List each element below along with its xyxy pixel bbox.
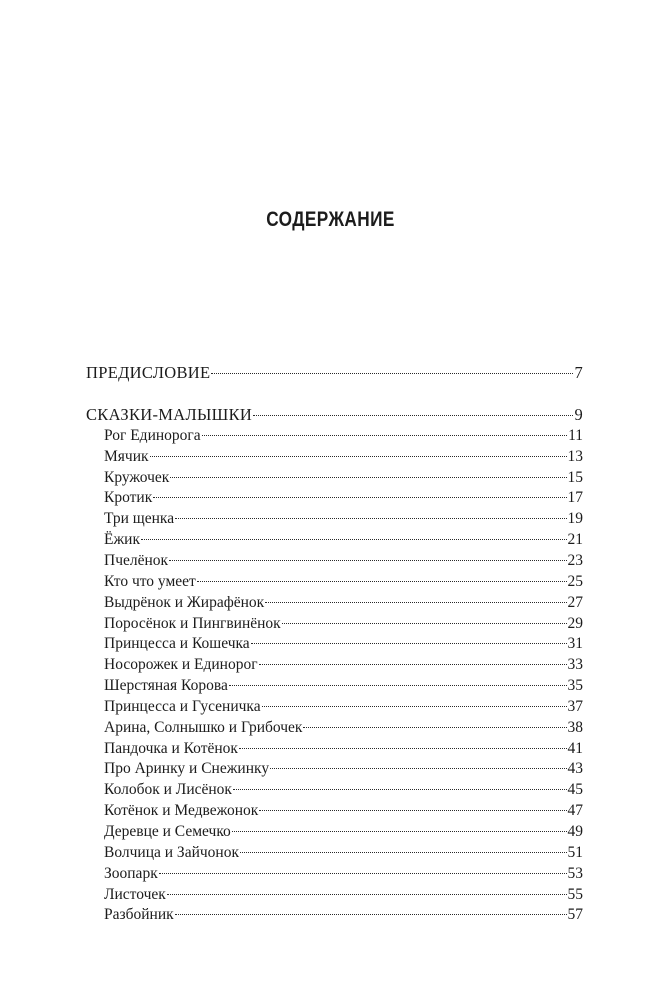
- toc-entry-label: Носорожек и Единорог: [104, 656, 258, 674]
- toc-page-number: 7: [574, 363, 583, 382]
- toc-entry[interactable]: [104, 654, 583, 676]
- dot-leader: [303, 726, 566, 728]
- toc-section-heading[interactable]: [86, 362, 583, 384]
- toc-entry[interactable]: [104, 613, 583, 635]
- dot-leader: [229, 684, 567, 686]
- toc-entry[interactable]: [104, 592, 583, 614]
- toc-entry-label: Пандочка и Котёнок: [104, 739, 238, 757]
- toc-entry-label: Разбойник: [104, 906, 174, 924]
- toc-entry-label: СКАЗКИ-МАЛЫШКИ: [86, 405, 253, 424]
- toc-entry-label: ПРЕДИСЛОВИЕ: [86, 363, 211, 382]
- toc-entry-label: Арина, Солнышко и Грибочек: [104, 718, 303, 736]
- dot-leader: [153, 496, 566, 498]
- toc-page-number: 9: [574, 405, 583, 424]
- toc-entry[interactable]: [104, 904, 583, 926]
- toc-page-number: 41: [567, 739, 583, 757]
- toc-entry-label: Рог Единорога: [104, 426, 201, 444]
- toc-page-number: 15: [567, 468, 583, 486]
- toc-entry-label: Котёнок и Медвежонок: [104, 802, 259, 820]
- toc-entry[interactable]: [104, 571, 583, 593]
- dot-leader: [197, 580, 567, 582]
- toc-entry-label: Принцесса и Гусеничка: [104, 697, 261, 715]
- dot-leader: [239, 747, 567, 749]
- toc-page-number: 47: [567, 802, 583, 820]
- toc-section-heading[interactable]: [86, 404, 583, 426]
- toc-entry[interactable]: [104, 675, 583, 697]
- toc-entry[interactable]: [104, 884, 583, 906]
- toc-page-number: 11: [568, 426, 583, 444]
- toc-page-number: 45: [567, 781, 583, 799]
- toc-entry-label: Зоопарк: [104, 864, 158, 882]
- toc-page-number: 49: [567, 823, 583, 840]
- toc-page-number: 17: [567, 489, 583, 507]
- toc-entry[interactable]: [104, 821, 583, 843]
- toc-entry[interactable]: [104, 800, 583, 822]
- toc-entry-label: Шерстяная Корова: [104, 677, 228, 695]
- toc-page-number: 55: [567, 885, 583, 903]
- toc-page-number: 29: [567, 614, 583, 632]
- toc-entry-label: Ёжик: [104, 531, 141, 549]
- dot-leader: [211, 372, 573, 374]
- toc-entry-label: Три щенка: [104, 510, 175, 528]
- dot-leader: [265, 601, 566, 603]
- toc-entry-label: Принцесса и Кошечка: [104, 635, 250, 653]
- toc-entry[interactable]: [104, 529, 583, 551]
- toc-page-number: 33: [567, 656, 583, 674]
- dot-leader: [175, 517, 566, 519]
- toc-entry[interactable]: [104, 842, 583, 864]
- toc-entry-label: Мячик: [104, 447, 149, 465]
- toc-page-number: 23: [567, 551, 583, 569]
- toc-entry-label: Деревце и Семечко: [104, 823, 231, 840]
- dot-leader: [167, 893, 567, 895]
- toc-entry[interactable]: [104, 779, 583, 801]
- toc-entry-label: Кто что умеет: [104, 572, 196, 590]
- dot-leader: [233, 788, 567, 790]
- dot-leader: [170, 476, 566, 478]
- toc-entry[interactable]: [104, 550, 583, 572]
- dot-leader: [232, 830, 567, 832]
- toc-entry-label: Кротик: [104, 489, 153, 507]
- toc-page-number: 43: [567, 760, 583, 778]
- dot-leader: [262, 705, 567, 707]
- dot-leader: [282, 622, 567, 624]
- toc-page-number: 51: [567, 843, 583, 861]
- toc-entry[interactable]: [104, 467, 583, 489]
- toc-entry-label: Волчица и Зайчонок: [104, 843, 239, 861]
- toc-entry-label: Листочек: [104, 885, 166, 903]
- dot-leader: [141, 538, 566, 540]
- toc-entry[interactable]: [104, 717, 583, 739]
- toc-entry[interactable]: [104, 758, 583, 780]
- toc-entry[interactable]: [104, 863, 583, 885]
- toc-page-number: 38: [567, 718, 583, 736]
- toc-entry[interactable]: [104, 425, 583, 447]
- dot-leader: [202, 434, 567, 436]
- dot-leader: [240, 851, 567, 853]
- toc-entry[interactable]: [104, 487, 583, 509]
- toc-entry-label: Колобок и Лисёнок: [104, 781, 232, 799]
- toc-entry-label: Выдрёнок и Жирафёнок: [104, 593, 265, 611]
- toc-page-number: 31: [567, 635, 583, 653]
- dot-leader: [259, 809, 566, 811]
- toc-entry-label: Пчелёнок: [104, 551, 169, 569]
- toc-page-number: 53: [567, 864, 583, 882]
- toc-entry-label: Про Аринку и Снежинку: [104, 760, 270, 778]
- toc-page-number: 35: [567, 677, 583, 695]
- toc-page-number: 27: [567, 593, 583, 611]
- toc-entry-label: Кружочек: [104, 468, 170, 486]
- toc-entry[interactable]: [104, 446, 583, 468]
- toc-entry[interactable]: [104, 696, 583, 718]
- dot-leader: [159, 872, 567, 874]
- toc-page-number: 19: [567, 510, 583, 528]
- toc-page-number: 25: [567, 572, 583, 590]
- toc-page-number: 57: [567, 906, 583, 924]
- toc-entry[interactable]: [104, 738, 583, 760]
- dot-leader: [253, 414, 573, 416]
- page-title: СОДЕРЖАНИЕ: [266, 208, 395, 231]
- toc-page-number: 21: [567, 531, 583, 549]
- dot-leader: [270, 767, 566, 769]
- toc-page-number: 13: [567, 447, 583, 465]
- dot-leader: [251, 642, 567, 644]
- dot-leader: [169, 559, 566, 561]
- toc-page-number: 37: [567, 697, 583, 715]
- dot-leader: [259, 663, 567, 665]
- toc-entry[interactable]: [104, 633, 583, 655]
- dot-leader: [150, 455, 567, 457]
- toc-entry[interactable]: [104, 508, 583, 530]
- dot-leader: [175, 913, 567, 915]
- toc-entry-label: Поросёнок и Пингвинёнок: [104, 614, 281, 632]
